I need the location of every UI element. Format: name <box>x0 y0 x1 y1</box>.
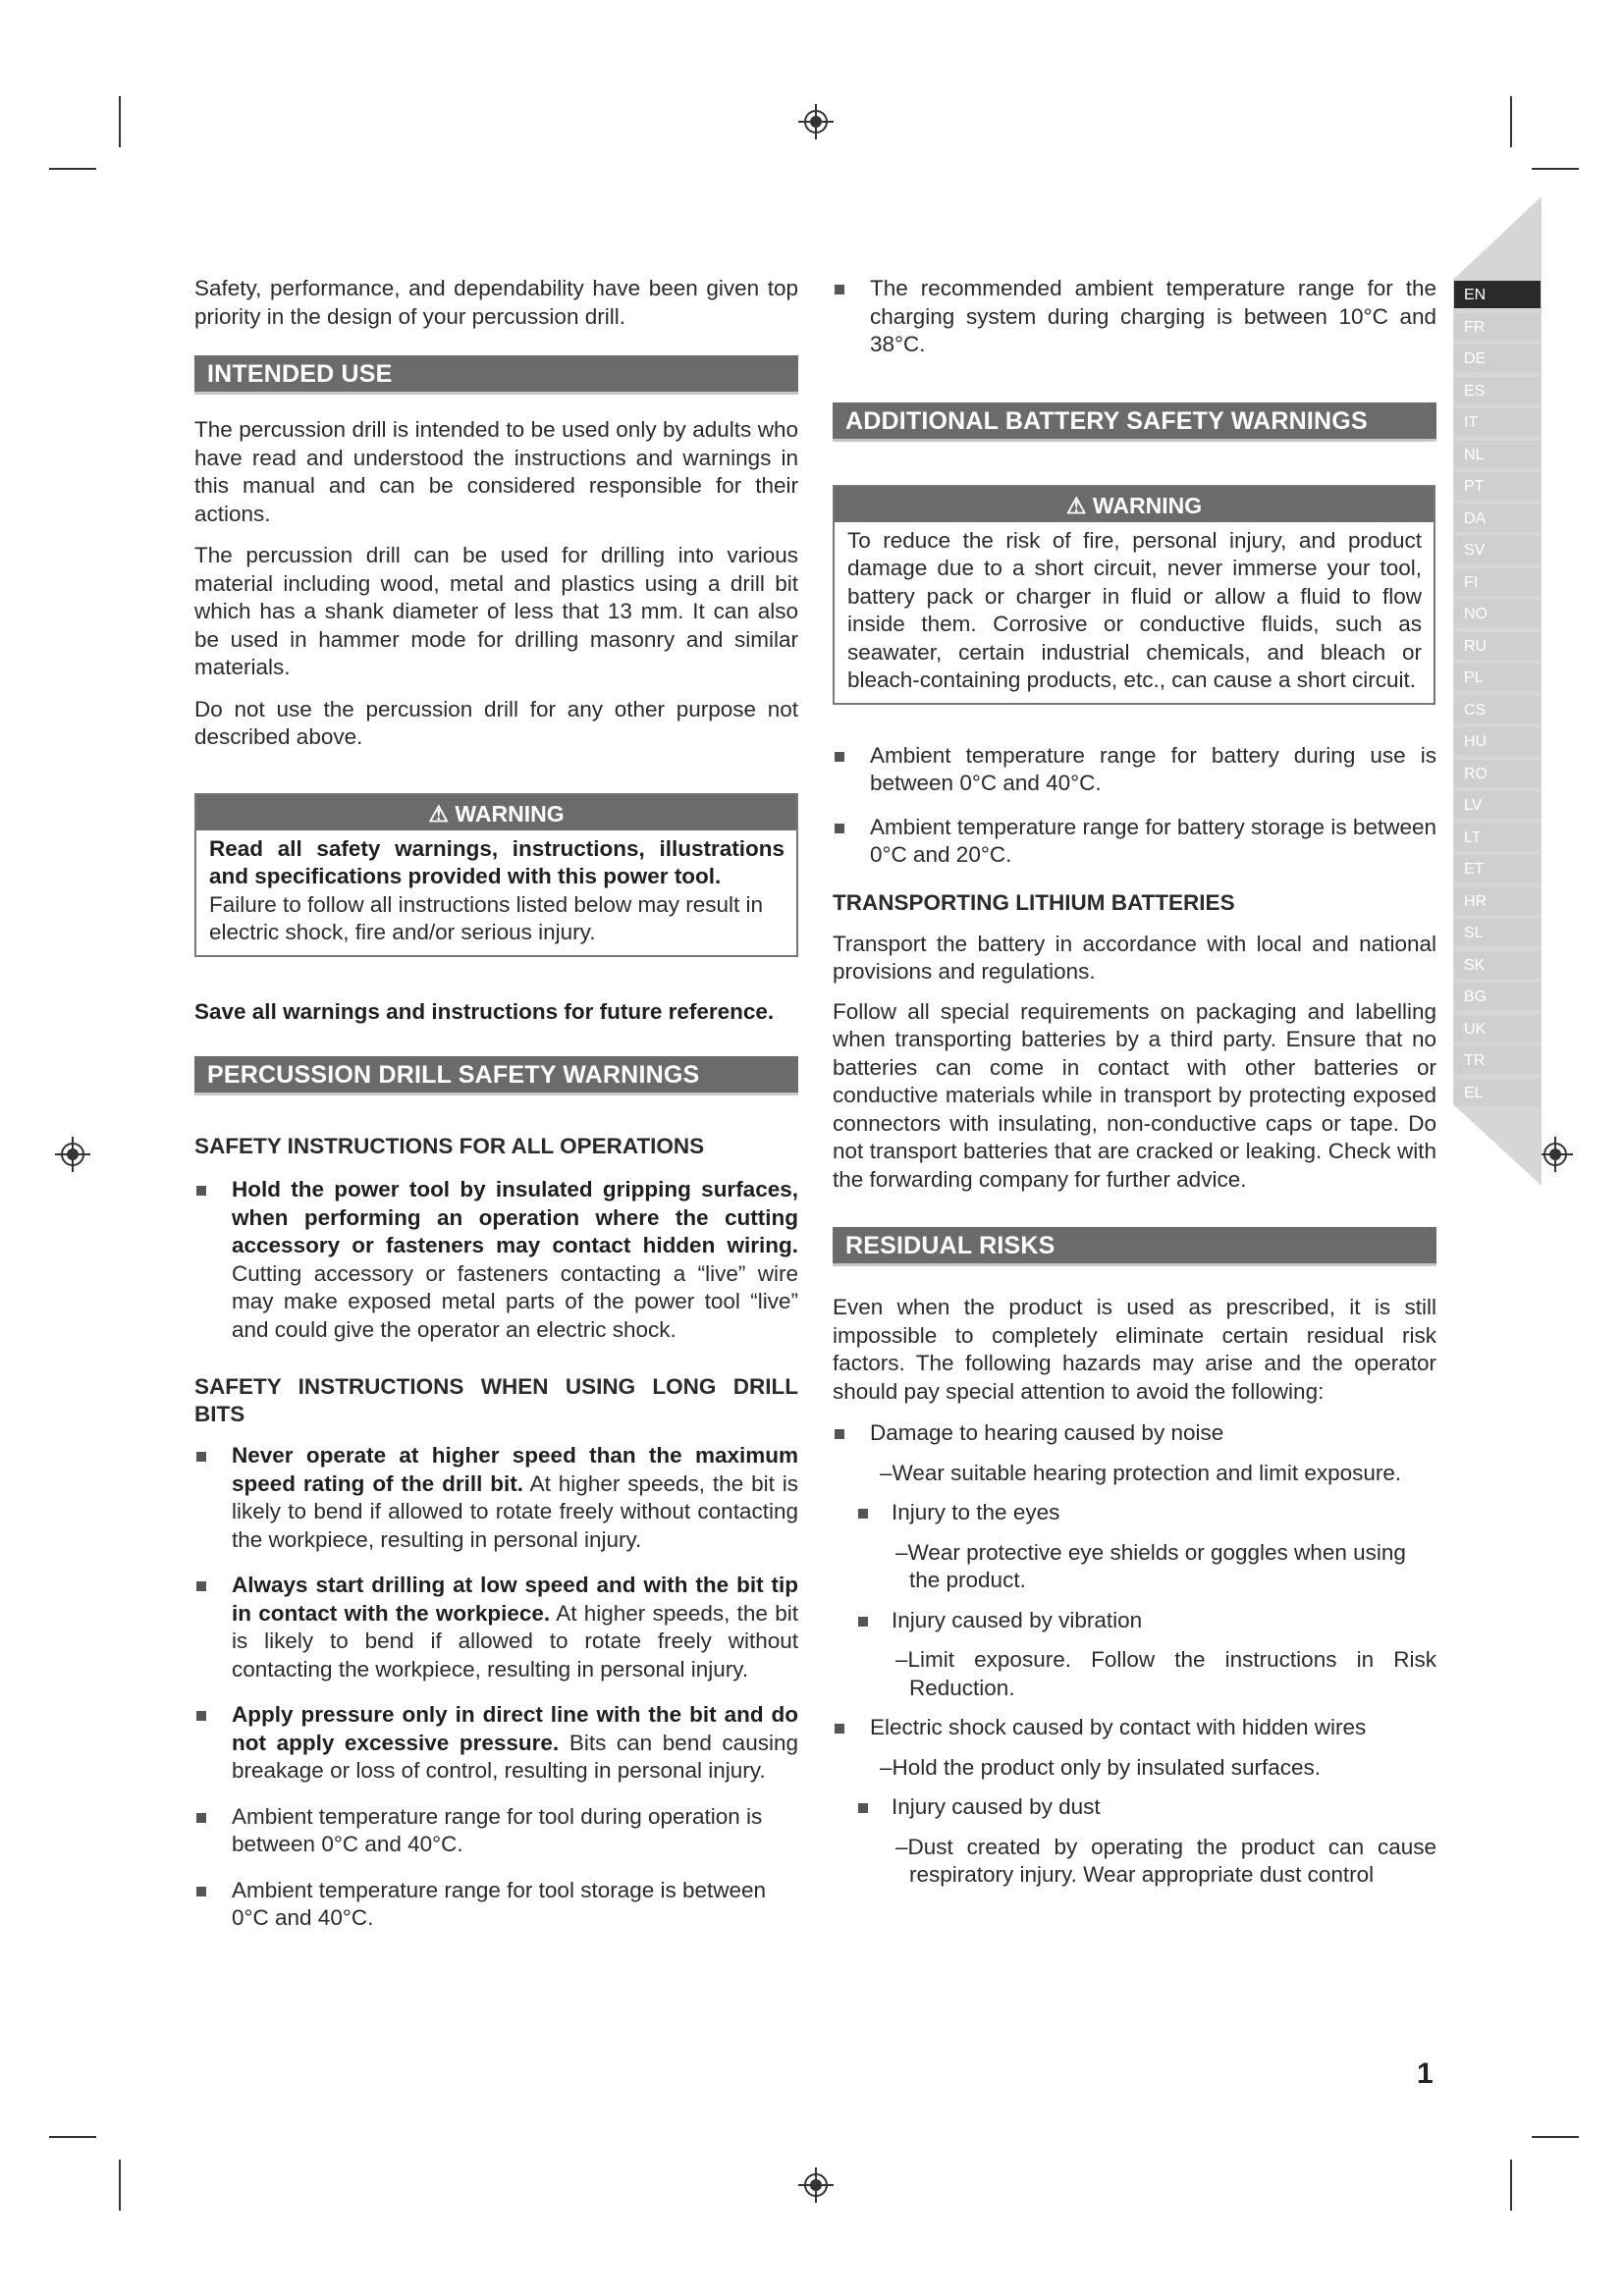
item-text: Ambient temperature range for battery storage is between 0°C and 20°C. <box>870 814 1436 867</box>
item-text: Ambient temperature range for battery during use is between 0°C and 40°C. <box>870 742 1436 795</box>
item-text: Injury to the eyes <box>892 1500 1060 1524</box>
language-tab-et[interactable]: ET <box>1454 855 1541 882</box>
language-tab-nl[interactable]: NL <box>1454 441 1541 468</box>
risk-detail: –Hold the product only by insulated surfaces. <box>880 1754 1322 1780</box>
bullet-icon <box>835 285 844 294</box>
warning-text: To reduce the risk of fire, personal injury, and product damage due to a short circuit, never immerse your tool, battery pack or charger in fluid or allow a fluid to flow inside them. Corrosive or conductive fluids, such as seawater, certain industrial chemicals, and bleach or bleach-containing products, etc., can cause a short circuit. <box>847 527 1422 692</box>
registration-mark-icon <box>798 104 834 139</box>
language-tab-hr[interactable]: HR <box>1454 887 1541 915</box>
list-item <box>833 275 1436 359</box>
save-note: Save all warnings and instructions for future reference. <box>194 998 775 1024</box>
crop-mark <box>49 2136 96 2138</box>
bullet-icon <box>196 1581 206 1591</box>
warning-icon: ⚠ <box>428 800 456 827</box>
bullet-icon <box>835 752 844 762</box>
language-tab-uk[interactable]: UK <box>1454 1015 1541 1042</box>
warning-bold-text: Read all safety warnings, instructions, illustrations and specifications provided with this power tool. <box>209 835 785 888</box>
item-text: Electric shock caused by contact with hidden wires <box>870 1715 1367 1739</box>
list-item <box>194 1877 798 1933</box>
bullet-icon <box>196 1887 206 1896</box>
list-item <box>833 1419 1436 1448</box>
item-text: Ambient temperature range for tool during operation is between 0°C and 40°C. <box>232 1803 763 1856</box>
language-tab-bg[interactable]: BG <box>1454 983 1541 1010</box>
list-item <box>833 1714 1436 1742</box>
bullet-icon <box>858 1617 868 1627</box>
language-tab-tr[interactable]: TR <box>1454 1046 1541 1074</box>
item-text: The recommended ambient temperature range for the charging system during charging is between 10°C and 38°C. <box>870 276 1436 356</box>
language-tab-fr[interactable]: FR <box>1454 313 1541 341</box>
language-tab-sk[interactable]: SK <box>1454 951 1541 979</box>
crop-mark <box>1532 2136 1579 2138</box>
language-tab-es[interactable]: ES <box>1454 377 1541 404</box>
bullet-icon <box>196 1813 206 1823</box>
registration-mark-icon <box>798 2167 834 2203</box>
language-tab-de[interactable]: DE <box>1454 345 1541 372</box>
risk-detail: –Dust created by operating the product can cause respiratory injury. Wear appropriate dust control <box>895 1834 1436 1887</box>
residual-intro: Even when the product is used as prescribed, it is still impossible to completely eliminate certain residual risk factors. The following hazards may arise and the operator should pay special attention to avoid the following: <box>833 1295 1436 1404</box>
language-tab-pt[interactable]: PT <box>1454 472 1541 500</box>
item-text: Damage to hearing caused by noise <box>870 1420 1224 1445</box>
list-item <box>194 1572 798 1683</box>
language-tab-da[interactable]: DA <box>1454 505 1541 532</box>
bullet-icon <box>858 1509 868 1519</box>
crop-mark <box>1510 96 1512 147</box>
warning-heading <box>196 795 796 830</box>
bullet-icon <box>835 1724 844 1734</box>
item-text: Injury caused by dust <box>892 1794 1101 1819</box>
list-item <box>194 1442 798 1554</box>
bullet-icon <box>196 1452 206 1462</box>
warning-text: Failure to follow all instructions listed below may result in electric shock, fire and/or serious injury. <box>209 891 763 944</box>
bold-lead: Never operate at higher speed than the maximum speed rating of the drill bit. <box>232 1443 798 1496</box>
list-item <box>194 1176 798 1344</box>
language-tab-en[interactable]: EN <box>1454 281 1541 308</box>
crop-mark <box>119 2160 121 2211</box>
subheading: SAFETY INSTRUCTIONS WHEN USING LONG DRILL BITS <box>194 1374 798 1426</box>
list-item <box>833 742 1436 798</box>
item-text: Bits can bend causing breakage or loss of control, resulting in personal injury. <box>232 1730 798 1783</box>
warning-heading <box>835 487 1434 522</box>
registration-mark-icon <box>55 1137 90 1172</box>
language-tab-hu[interactable]: HU <box>1454 727 1541 755</box>
bullet-icon <box>196 1711 206 1721</box>
bold-lead: Apply pressure only in direct line with the bit and do not apply excessive pressure. <box>232 1702 798 1755</box>
warning-title: WARNING <box>455 800 565 827</box>
list-item <box>833 1607 1436 1635</box>
language-tab-lv[interactable]: LV <box>1454 791 1541 819</box>
item-text: At higher speeds, the bit is likely to bend if allowed to rotate freely without contacting the workpiece, resulting in personal injury. <box>232 1470 799 1552</box>
crop-mark <box>49 168 96 170</box>
language-tab-it[interactable]: IT <box>1454 408 1541 436</box>
warning-icon: ⚠ <box>1065 492 1093 518</box>
language-tab-no[interactable]: NO <box>1454 600 1541 627</box>
language-tab-fi[interactable]: FI <box>1454 568 1541 596</box>
item-text: Injury caused by vibration <box>892 1607 1143 1632</box>
language-tab-ru[interactable]: RU <box>1454 632 1541 660</box>
intended-use-paragraph: The percussion drill can be used for drilling into various material including wood, metal and plastics using a drill bit which has a shank diameter of less that 13 mm. It can also be used in hammer mode for drilling masonry and similar materials. <box>194 543 798 679</box>
transport-paragraph: Transport the battery in accordance with local and national provisions and regulations. <box>833 931 1436 984</box>
risk-detail: –Limit exposure. Follow the instructions in Risk Reduction. <box>895 1647 1436 1700</box>
intended-use-heading: INTENDED USE <box>194 355 798 395</box>
item-text: Cutting accessory or fasteners contacting a “live” wire may make exposed metal parts of the power tool “live” and could give the operator an electric shock. <box>232 1260 798 1342</box>
intended-use-paragraph: Do not use the percussion drill for any other purpose not described above. <box>194 696 798 749</box>
language-tab-lt[interactable]: LT <box>1454 824 1541 851</box>
bullet-icon <box>835 824 844 833</box>
list-item <box>833 1499 1436 1527</box>
list-item <box>194 1803 798 1859</box>
crop-mark <box>1532 168 1579 170</box>
registration-mark-icon <box>1538 1137 1573 1172</box>
list-item <box>833 814 1436 870</box>
item-text: Ambient temperature range for tool storage is between 0°C and 40°C. <box>232 1877 767 1930</box>
bullet-icon <box>835 1429 844 1439</box>
battery-safety-heading: ADDITIONAL BATTERY SAFETY WARNINGS <box>833 402 1436 442</box>
page-number: 1 <box>1417 2057 1434 2090</box>
right-column <box>833 275 1436 1890</box>
list-item <box>833 1793 1436 1822</box>
warning-title: WARNING <box>1092 492 1203 518</box>
list-item <box>194 1701 798 1786</box>
crop-mark <box>119 96 121 147</box>
risk-detail: –Wear suitable hearing protection and limit exposure. <box>880 1460 1402 1485</box>
drill-safety-heading: PERCUSSION DRILL SAFETY WARNINGS <box>194 1056 798 1095</box>
warning-box <box>194 793 798 957</box>
language-tab-el[interactable]: EL <box>1454 1079 1541 1106</box>
intro-text: Safety, performance, and dependability have been given top priority in the design of your percussion drill. <box>194 276 798 329</box>
bullet-icon <box>858 1803 868 1813</box>
battery-warning-box <box>833 485 1435 705</box>
transport-paragraph: Follow all special requirements on packaging and labelling when transporting batteries by a third party. Ensure that no batteries can come in contact with other batteries or conductive materials while in transport by protecting exposed connectors with insulating, non-conductive caps or tape. Do not transport batteries that are cracked or leaking. Check with the forwarding company for further advice. <box>833 998 1436 1192</box>
language-tab-ro[interactable]: RO <box>1454 760 1541 787</box>
bold-lead: Always start drilling at low speed and with the bit tip in contact with the workpiece. <box>232 1573 798 1626</box>
risk-detail: –Wear protective eye shields or goggles when using the product. <box>895 1539 1406 1592</box>
bold-lead: Hold the power tool by insulated gripping surfaces, when performing an operation where the cutting accessory or fasteners may contact hidden wiring. <box>232 1177 798 1257</box>
subheading: TRANSPORTING LITHIUM BATTERIES <box>833 889 1235 915</box>
language-tab-pl[interactable]: PL <box>1454 664 1541 691</box>
residual-risks-heading: RESIDUAL RISKS <box>833 1227 1436 1266</box>
crop-mark <box>1510 2160 1512 2211</box>
subheading: SAFETY INSTRUCTIONS FOR ALL OPERATIONS <box>194 1134 705 1158</box>
left-column <box>194 275 798 1933</box>
language-tab-cs[interactable]: CS <box>1454 696 1541 723</box>
bullet-icon <box>196 1186 206 1196</box>
language-tab-sl[interactable]: SL <box>1454 919 1541 946</box>
language-tab-sv[interactable]: SV <box>1454 536 1541 563</box>
intended-use-paragraph: The percussion drill is intended to be used only by adults who have read and understood the instructions and warnings in this manual and can be considered responsible for their actions. <box>194 417 798 526</box>
item-text: At higher speeds, the bit is likely to bend if allowed to rotate freely without contacting the workpiece, resulting in personal injury. <box>232 1600 798 1682</box>
